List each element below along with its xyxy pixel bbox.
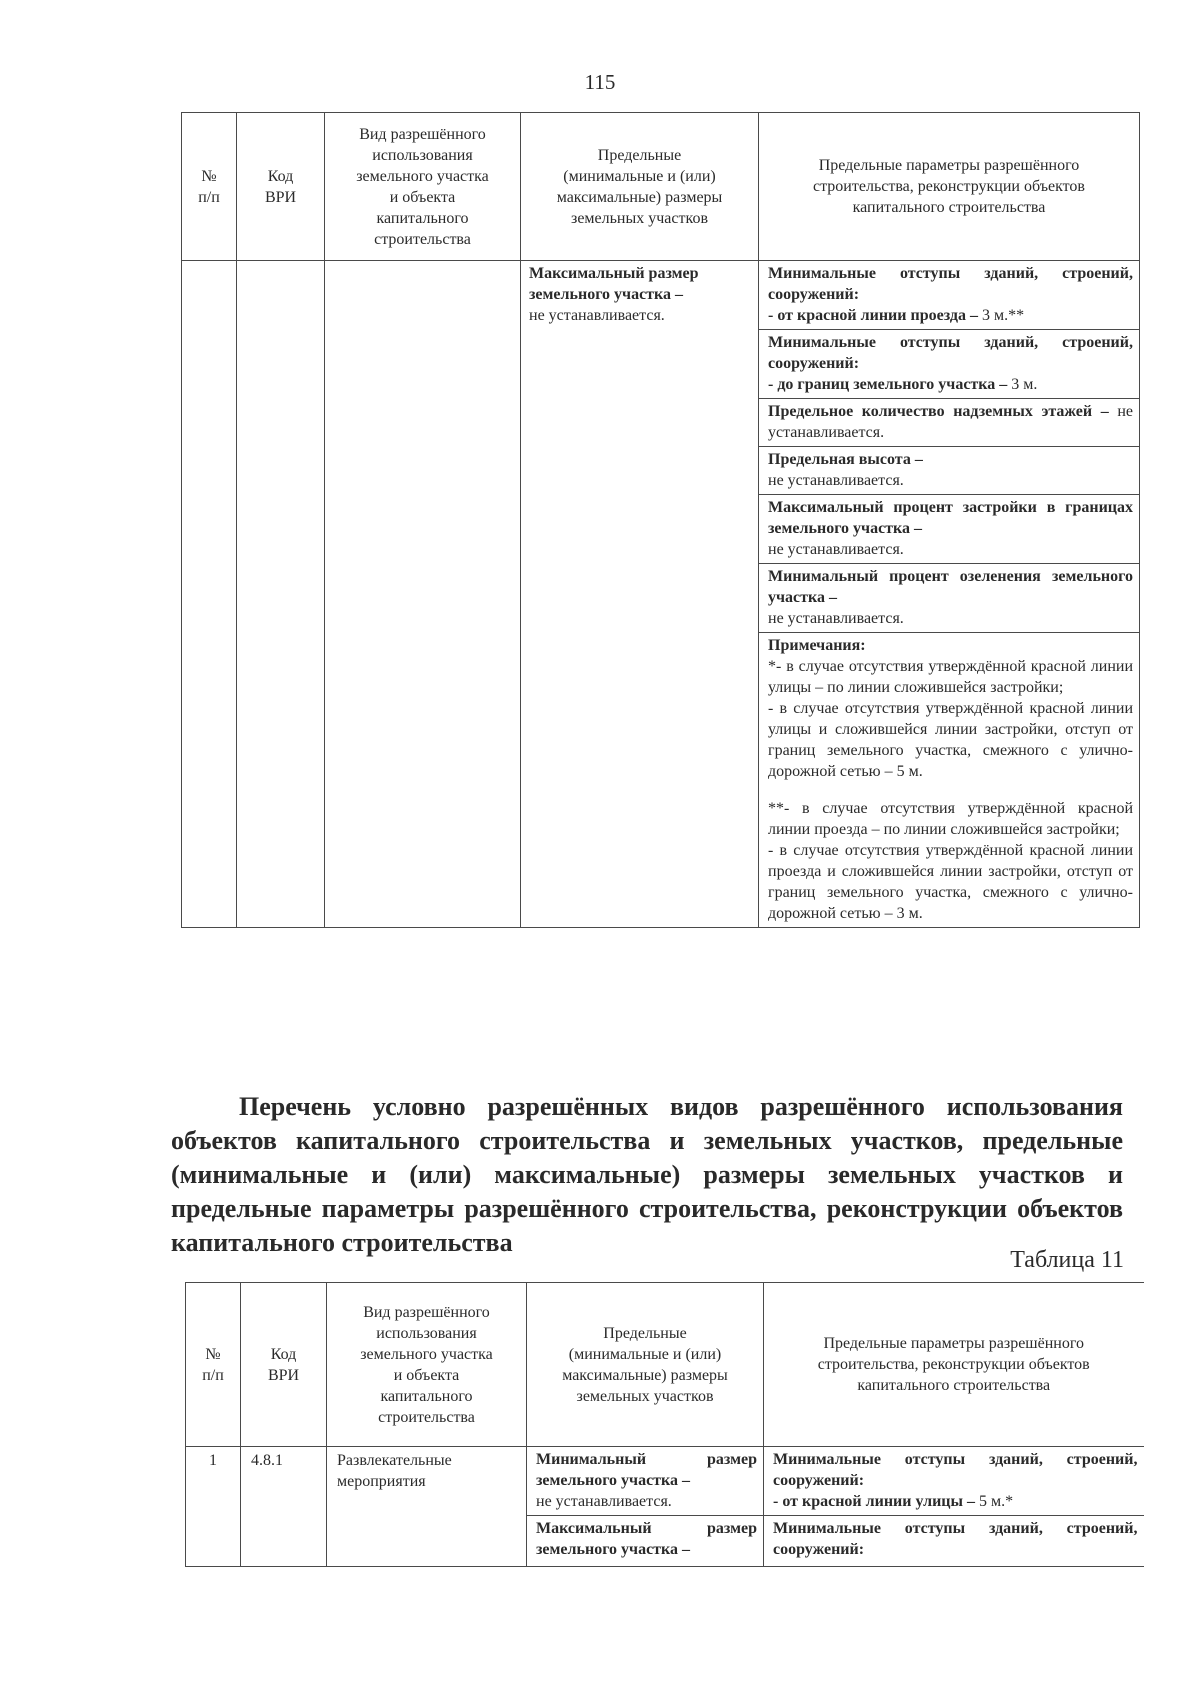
note-street-1: *- в случае отсутствия утверждённой красной линии улицы – по линии сложившейся застройки; [768, 658, 1133, 696]
section-heading-rest: использования объектов капитального строительства и земельных участков, предельные (минимальные и (или) максимальные) размеры земельных участков и предельные параметры разрешённого строительства, реконструкции объектов капитального строительства [171, 1092, 1123, 1257]
max-size-value: не устанавливается. [529, 307, 665, 324]
col-use-header: Вид разрешённого использования земельного участка и объекта капитального строительства [325, 113, 521, 261]
cell-size [527, 1447, 764, 1567]
table-header-row [186, 1283, 1144, 1447]
cell-size [521, 261, 759, 928]
col-num-header: № п/п [186, 1283, 241, 1447]
param-height: Предельная высота – не устанавливается. [759, 446, 1139, 494]
min-size-value: не устанавливается. [536, 1493, 672, 1510]
cell-num [182, 261, 237, 928]
regulation-table-continued [181, 112, 1140, 928]
col-size-header: Предельные (минимальные и (или) максимальные) размеры земельных участков [521, 113, 759, 261]
col-params-header: Предельные параметры разрешённого строительства, реконструкции объектов капитального строительства [759, 113, 1140, 261]
max-size-label: Максимальный размер земельного участка – [529, 265, 699, 303]
note-passage-1: **- в случае отсутствия утверждённой красной линии проезда – по линии сложившейся застройки; [768, 800, 1133, 838]
page-number: 115 [584, 70, 616, 94]
row-number: 1 [186, 1447, 241, 1567]
table-row [186, 1447, 1144, 1567]
notes-label: Примечания: [768, 637, 866, 654]
row-use: Развлекательные мероприятия [327, 1447, 527, 1567]
table-label: Таблица 11 [1010, 1247, 1124, 1273]
table-row [182, 261, 1140, 928]
min-size-label: Минимальный размер земельного участка – [536, 1451, 757, 1489]
param-floors: Предельное количество надземных этажей – не устанавливается. [759, 398, 1139, 446]
cell-params [764, 1447, 1144, 1567]
col-size-header: Предельные (минимальные и (или) максимальные) размеры земельных участков [527, 1283, 764, 1447]
cell-code [237, 261, 325, 928]
param-setback-street: Минимальные отступы зданий, строений, сооружений: - от красной линии улицы – 5 м.* [773, 1451, 1138, 1510]
param-setback-passage: Минимальные отступы зданий, строений, сооружений: - от красной линии проезда – 3 м.** [768, 265, 1133, 324]
param-setback-boundary: Минимальные отступы зданий, строений, сооружений: - до границ земельного участка – 3 м. [759, 329, 1139, 398]
row-code: 4.8.1 [241, 1447, 327, 1567]
param-greening: Минимальный процент озеленения земельного участка – не устанавливается. [759, 563, 1139, 632]
note-street-2: - в случае отсутствия утверждённой красной линии улицы и сложившейся линии застройки, отступ от границ земельного участка, смежного с улично-дорожной сетью – 5 м. [768, 700, 1133, 780]
min-size [527, 1447, 763, 1515]
section-heading-line1: Перечень условно разрешённых видов разрешённого [239, 1092, 925, 1121]
max-size [527, 1515, 763, 1566]
table-11 [185, 1282, 1144, 1567]
cell-params [759, 261, 1140, 928]
section-heading [171, 1090, 1123, 1260]
notes [759, 632, 1139, 927]
col-use-header: Вид разрешённого использования земельного участка и объекта капитального строительства [327, 1283, 527, 1447]
col-code-header: Код ВРИ [241, 1283, 327, 1447]
note-passage-2: - в случае отсутствия утверждённой красной линии проезда и сложившейся линии застройки, отступ от границ земельного участка, смежного с улично-дорожной сетью – 3 м. [768, 842, 1133, 922]
col-num-header: № п/п [182, 113, 237, 261]
param-setback-2: Минимальные отступы зданий, строений, сооружений: [764, 1515, 1144, 1566]
cell-use [325, 261, 521, 928]
col-params-header: Предельные параметры разрешённого строительства, реконструкции объектов капитального строительства [764, 1283, 1144, 1447]
max-size-label: Максимальный размер земельного участка – [536, 1520, 757, 1558]
table-header-row [182, 113, 1140, 261]
col-code-header: Код ВРИ [237, 113, 325, 261]
param-coverage: Максимальный процент застройки в границах земельного участка – не устанавливается. [759, 494, 1139, 563]
